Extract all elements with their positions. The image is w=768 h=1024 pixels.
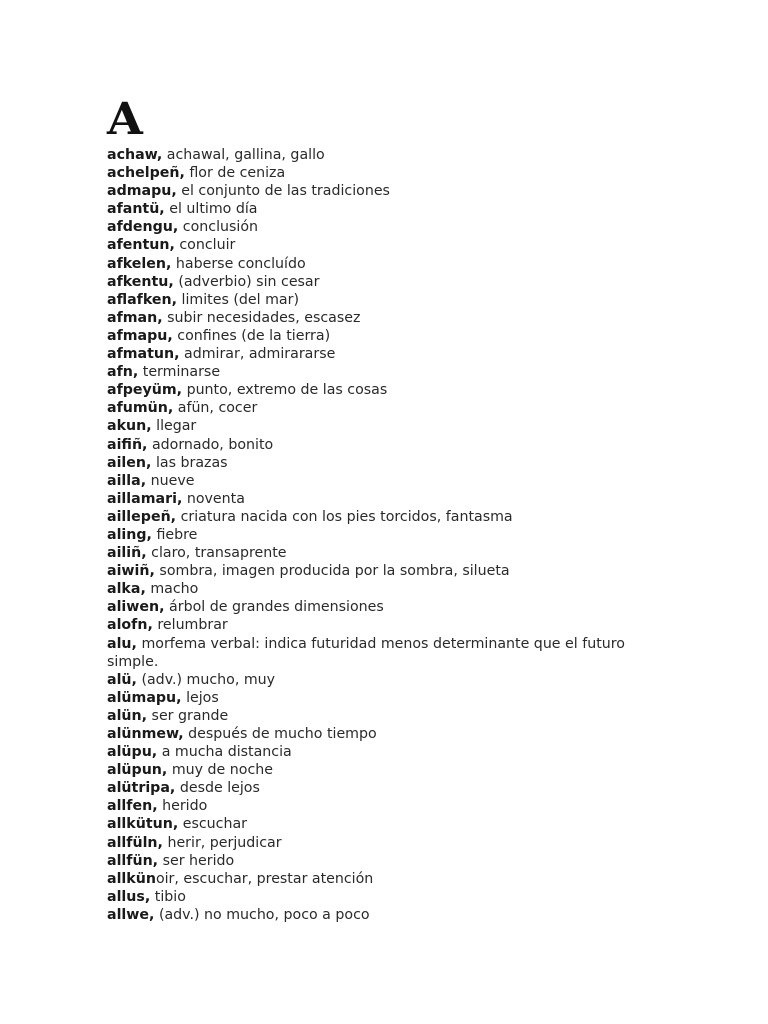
entry-term: alün, [107, 707, 148, 724]
entry-term: alu, [107, 635, 137, 652]
entry-definition: relumbrar [157, 617, 228, 634]
entry-definition: achawal, gallina, gallo [166, 147, 325, 163]
entry-term: ailen, [107, 454, 152, 471]
entry-definition: desde lejos [179, 780, 260, 797]
dictionary-entry [107, 562, 667, 580]
entry-term: allkün [107, 870, 156, 887]
entry-definition: adornado, bonito [151, 436, 274, 453]
dictionary-entry [107, 345, 667, 363]
dictionary-entry [107, 182, 667, 200]
entry-definition: punto, extremo de las cosas [186, 382, 388, 399]
dictionary-entry [107, 291, 667, 309]
entry-term: allus, [107, 888, 151, 905]
entry-definition: admirar, admirararse [184, 346, 336, 363]
entry-list [107, 146, 667, 924]
dictionary-entry [107, 671, 667, 689]
dictionary-entry [107, 707, 667, 725]
entry-definition: escuchar [182, 816, 247, 833]
entry-term: allfün, [107, 852, 159, 869]
dictionary-entry [107, 454, 667, 472]
entry-definition: conclusión [182, 219, 259, 236]
entry-term: aifiñ, [107, 436, 148, 453]
entry-definition: a mucha distancia [161, 744, 292, 761]
dictionary-entry [107, 834, 667, 852]
entry-definition: subir necesidades, escasez [167, 309, 361, 326]
dictionary-entry [107, 888, 667, 906]
dictionary-entry [107, 544, 667, 562]
entry-term: aliwen, [107, 599, 165, 616]
dictionary-entry [107, 399, 667, 417]
dictionary-entry [107, 508, 667, 526]
entry-definition: nueve [150, 472, 195, 489]
entry-term: alofn, [107, 617, 153, 634]
entry-definition: afün, cocer [177, 400, 258, 417]
entry-term: allfüln, [107, 834, 163, 851]
entry-definition: árbol de grandes dimensiones [169, 599, 384, 616]
dictionary-entry [107, 852, 667, 870]
dictionary-entry [107, 327, 667, 345]
entry-term: achaw, [107, 147, 163, 163]
entry-term: alünmew, [107, 726, 184, 742]
entry-term: ailla, [107, 472, 147, 489]
dictionary-entry [107, 598, 667, 616]
entry-definition: concluir [179, 237, 236, 254]
entry-definition: el conjunto de las tradiciones [181, 183, 390, 200]
dictionary-entry [107, 218, 667, 236]
dictionary-entry [107, 309, 667, 327]
entry-term: allwe, [107, 906, 155, 923]
entry-term: achelpeñ, [107, 165, 185, 182]
entry-definition: oir, escuchar, prestar atención [155, 870, 374, 887]
entry-term: alüpun, [107, 762, 168, 779]
entry-term: afpeyüm, [107, 382, 183, 399]
entry-definition: haberse concluído [175, 255, 306, 272]
entry-term: afman, [107, 309, 163, 326]
entry-definition: (adv.) mucho, muy [141, 671, 276, 688]
dictionary-entry [107, 526, 667, 544]
entry-definition: flor de ceniza [189, 165, 286, 182]
entry-definition: lejos [186, 689, 219, 706]
entry-term: allfen, [107, 798, 158, 815]
entry-definition: las brazas [155, 454, 228, 471]
entry-definition: ser herido [162, 852, 235, 869]
entry-term: admapu, [107, 183, 177, 200]
entry-term: allkütun, [107, 816, 179, 833]
entry-term: afdengu, [107, 219, 179, 236]
section-letter-heading: A [107, 94, 143, 145]
entry-definition: macho [150, 581, 199, 598]
dictionary-entry [107, 236, 667, 254]
dictionary-entry [107, 200, 667, 218]
entry-definition: confines (de la tierra) [177, 327, 331, 344]
entry-definition: fiebre [156, 526, 198, 543]
dictionary-entry [107, 689, 667, 707]
dictionary-entry [107, 472, 667, 490]
entry-term: aiwiñ, [107, 563, 155, 580]
entry-definition: sombra, imagen producida por la sombra, silueta [159, 563, 510, 580]
entry-definition: claro, transaprente [151, 545, 287, 562]
entry-term: alütripa, [107, 780, 176, 797]
entry-definition: después de mucho tiempo [188, 726, 377, 742]
entry-definition: ser grande [151, 707, 229, 724]
entry-term: alümapu, [107, 689, 182, 706]
dictionary-entry [107, 580, 667, 598]
entry-definition: criatura nacida con los pies torcidos, fantasma [180, 508, 513, 525]
entry-definition: tibio [154, 888, 186, 905]
entry-term: afkelen, [107, 255, 172, 272]
entry-definition: muy de noche [171, 762, 273, 779]
dictionary-entry [107, 436, 667, 454]
entry-term: afantü, [107, 201, 165, 218]
entry-term: alüpu, [107, 744, 158, 761]
entry-term: afmapu, [107, 327, 173, 344]
dictionary-page [107, 94, 667, 924]
entry-definition: (adverbio) sin cesar [178, 273, 320, 290]
entry-term: aflafken, [107, 291, 178, 308]
entry-definition: morfema verbal: indica futuridad menos determinante que el futuro simple. [107, 635, 625, 670]
dictionary-entry [107, 381, 667, 399]
entry-definition: noventa [186, 490, 245, 507]
dictionary-entry [107, 417, 667, 435]
dictionary-entry [107, 906, 667, 924]
entry-definition: (adv.) no mucho, poco a poco [158, 906, 370, 923]
entry-term: alü, [107, 671, 137, 688]
dictionary-entry [107, 815, 667, 833]
entry-definition: llegar [156, 418, 197, 435]
entry-term: aillepeñ, [107, 508, 177, 525]
dictionary-entry [107, 725, 667, 743]
dictionary-entry [107, 870, 667, 888]
entry-term: aillamari, [107, 490, 183, 507]
entry-definition: herido [162, 798, 208, 815]
dictionary-entry [107, 779, 667, 797]
entry-definition: el ultimo día [169, 201, 258, 218]
entry-term: alka, [107, 581, 146, 598]
dictionary-entry [107, 255, 667, 273]
dictionary-entry [107, 635, 667, 671]
entry-term: ailiñ, [107, 545, 147, 562]
entry-term: afumün, [107, 400, 174, 417]
entry-term: afentun, [107, 237, 175, 254]
dictionary-entry [107, 164, 667, 182]
dictionary-entry [107, 743, 667, 761]
entry-definition: limites (del mar) [181, 291, 299, 308]
dictionary-entry [107, 761, 667, 779]
entry-term: afn, [107, 364, 139, 381]
entry-term: afkentu, [107, 273, 174, 290]
dictionary-entry [107, 616, 667, 634]
entry-term: aling, [107, 526, 152, 543]
entry-term: akun, [107, 418, 152, 435]
entry-definition: terminarse [142, 364, 221, 381]
dictionary-entry [107, 797, 667, 815]
dictionary-entry [107, 490, 667, 508]
dictionary-entry [107, 146, 667, 164]
entry-definition: herir, perjudicar [167, 834, 282, 851]
entry-term: afmatun, [107, 346, 180, 363]
dictionary-entry [107, 273, 667, 291]
dictionary-entry [107, 363, 667, 381]
